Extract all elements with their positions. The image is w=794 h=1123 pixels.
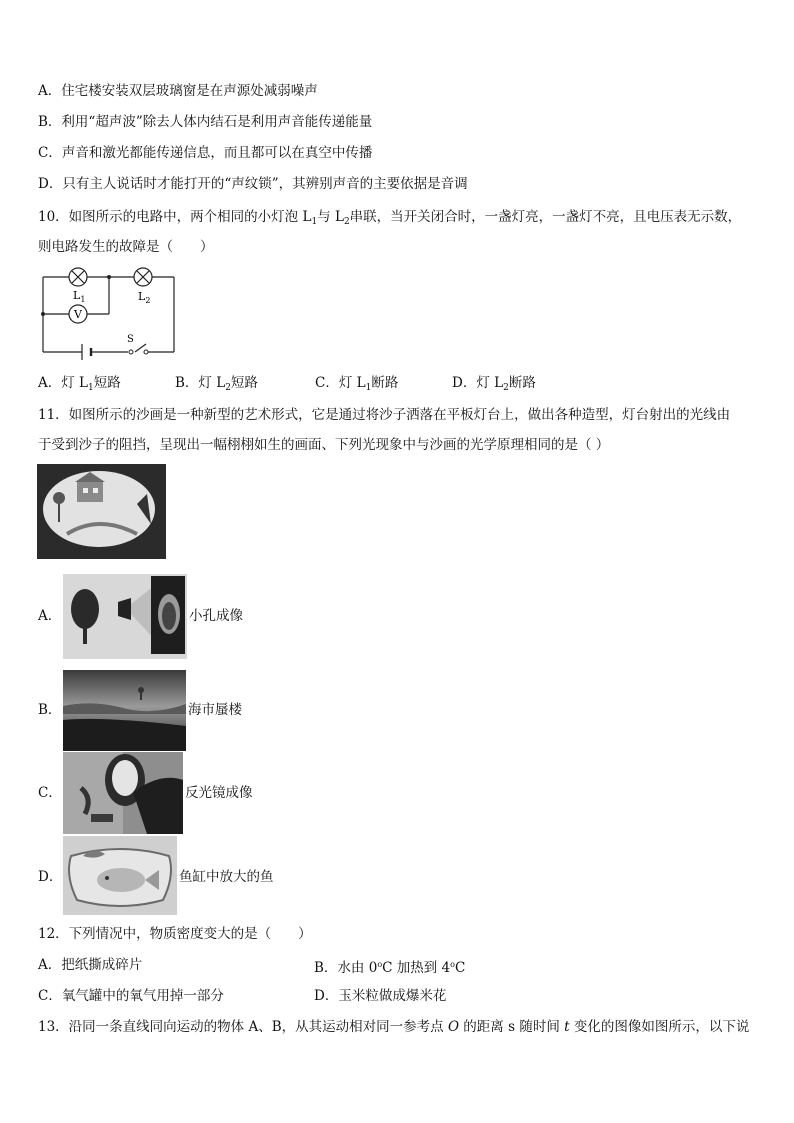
sand-painting-image (37, 464, 166, 559)
q9-option-a: A．住宅楼安装双层玻璃窗是在声源处减弱噪声 (38, 83, 318, 99)
q10-options (38, 373, 758, 393)
q10-stem-part: 与 L (317, 209, 344, 225)
q11-option-c-label: C． (38, 785, 62, 801)
q10-stem-part: 串联，当开关闭合时，一盏灯亮，一盏灯不亮，且电压表无示数， (349, 209, 742, 225)
q9-option-b: B．利用“超声波”除去人体内结石是利用声音能传递能量 (38, 114, 373, 130)
q11-option-d-label: D． (38, 869, 63, 885)
reflector-mirror-image (63, 752, 183, 834)
switch-label: S (127, 334, 134, 345)
fish-tank-image (63, 836, 177, 915)
switch-contact (144, 350, 148, 354)
pinhole-imaging-image (63, 574, 187, 659)
circuit-diagram (38, 264, 180, 360)
q10-option-b: B．灯 $L_2$短路 (175, 375, 258, 393)
q12-option-a: A．把纸撕成碎片 (38, 957, 143, 973)
q12-option-c: C．氧气罐中的氧气用掉一部分 (38, 988, 224, 1004)
junction-dot (41, 312, 45, 316)
q10-option-d: D．灯 $L_2$断路 (452, 375, 536, 393)
q11-stem-line2: 于受到沙子的阻挡，呈现出一幅栩栩如生的画面、下列光现象中与沙画的光学原理相同的是（ ） (38, 437, 610, 453)
q11-option-a-caption: 小孔成像 (189, 608, 243, 624)
q11-option-c-caption: 反光镜成像 (185, 785, 253, 801)
switch-contact (129, 350, 133, 354)
q11-option-d-caption: 鱼缸中放大的鱼 (179, 869, 274, 885)
q12-stem: 12．下列情况中，物质密度变大的是（ ） (38, 926, 312, 942)
q9-option-d: D．只有主人说话时才能打开的“声纹锁”，其辨别声音的主要依据是音调 (38, 176, 468, 192)
q11-option-b-label: B． (38, 702, 62, 718)
q10-option-c: C．灯 $L_1$断路 (315, 375, 399, 393)
q11-option-b-caption: 海市蜃楼 (188, 702, 242, 718)
lamp-l1-label: $L_1$ (73, 289, 86, 304)
q10-stem-line2: 则电路发生的故障是（ ） (38, 239, 214, 255)
q11-option-a-label: A． (38, 608, 62, 624)
q10-sub-1: 1 (311, 217, 318, 227)
q9-option-c: C．声音和激光都能传递信息，而且都可以在真空中传播 (38, 145, 373, 161)
q10-sub-2: 2 (343, 217, 350, 227)
mirage-image (63, 670, 186, 751)
q12-option-b: B．水由 0$^o$C 加热到 4$^o$C (314, 960, 466, 976)
q12-option-d: D．玉米粒做成爆米花 (314, 988, 447, 1004)
junction-dot (107, 275, 111, 279)
q10-stem (38, 207, 741, 232)
lamp-l2-label: $L_2$ (138, 290, 151, 305)
q11-stem-line1: 11．如图所示的沙画是一种新型的艺术形式，它是通过将沙子洒落在平板灯台上，做出各种造型，灯台射出的光线由 (38, 407, 731, 423)
q13-stem: 13．沿同一条直线同向运动的物体 A、B，从其运动相对同一参考点 O 的距离 s 随时间 t 变化的图像如图所示，以下说 (38, 1019, 750, 1035)
q10-option-a: A．灯 $L_1$短路 (38, 375, 121, 393)
q10-stem-part: 10．如图所示的电路中，两个相同的小灯泡 L (38, 209, 312, 225)
voltmeter-label: V (74, 308, 82, 321)
